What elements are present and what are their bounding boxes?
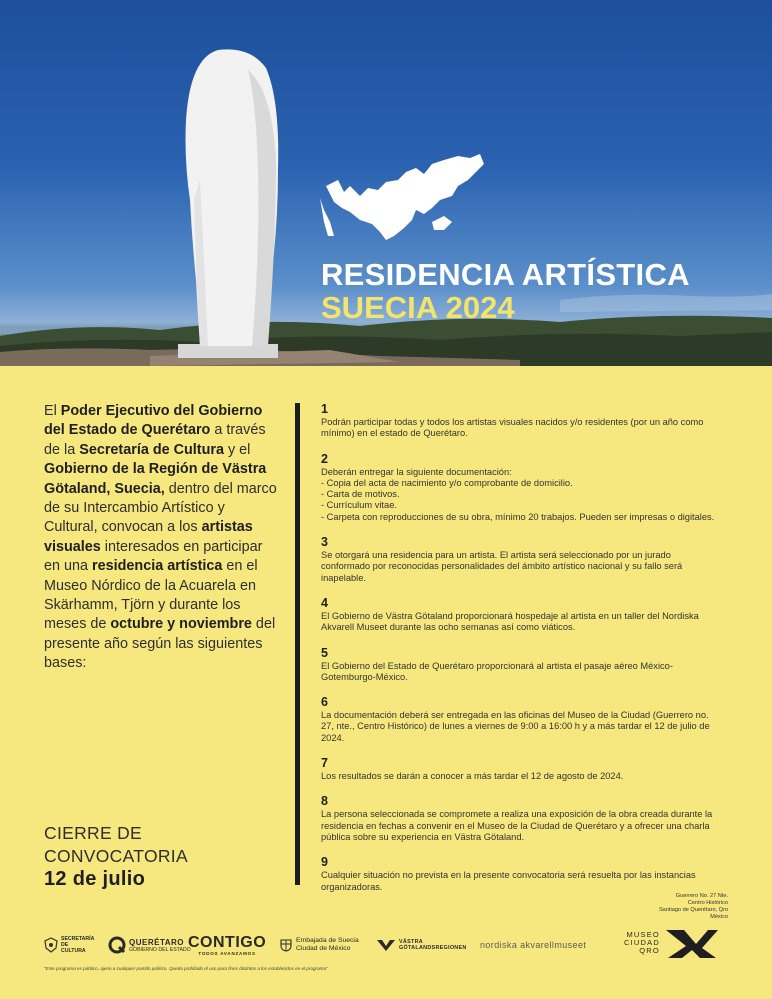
base-number: 5	[321, 645, 328, 660]
logo-nordiska-akvarellmuseet: nordiska akvarellmuseet	[480, 940, 587, 950]
intro-bold: residencia artística	[92, 558, 223, 575]
vastra-v-icon	[376, 938, 396, 952]
base-text: Se otorgará una residencia para un artista. El artista será seleccionado por un jurado conformado por reconocidas personalidades del ámbito artístico nacional y su fallo será inapelable.	[321, 550, 683, 583]
base-item	[321, 794, 721, 843]
base-text: El Gobierno del Estado de Querétaro proporcionará al artista el pasaje aéreo México-Gotemburgo-México.	[321, 660, 673, 682]
intro-text: en el Museo Nórdico de la Acuarela en Skärhamm, Tjörn y durante los meses de	[44, 558, 258, 633]
base-text: El Gobierno de Västra Götaland proporcionará hospedaje al artista en un taller del Nordiska Akvarell Museet durante las ocho semanas así como viáticos.	[321, 610, 699, 633]
base-text: Deberán entregar la siguiente documentación: - Copia del acta de nacimiento y/o comprobante de domicilio. - Carta de motivos. - Currículum vitae. - Carpeta con reproducciones de su obra, mínimo 20 trabajos. Pueden ser impresas o digitales.	[321, 466, 715, 522]
base-text: Podrán participar todas y todos los artistas visuales nacidos y/o residentes (por un año como mínimo) en el estado de Querétaro.	[321, 417, 704, 439]
museo-x-icon	[664, 926, 720, 960]
intro-text: interesados en participar en una	[44, 538, 263, 575]
intro-bold: Gobierno de la Región de Västra Götaland, Suecia,	[44, 461, 267, 497]
base-number: 7	[321, 756, 328, 771]
intro-text: del presente año según las siguientes bases:	[44, 616, 276, 672]
base-item	[321, 756, 721, 782]
logo-embajada	[280, 927, 359, 963]
base-item	[321, 535, 721, 584]
logo-cultura-text: SECRETARÍA DE CULTURA	[61, 936, 95, 954]
crest-icon	[44, 937, 58, 953]
intro-bold: artistas visuales	[44, 519, 253, 555]
intro-text: a través de la	[44, 422, 266, 458]
logo-museo-ciudad	[624, 923, 720, 963]
museum-address: Guerrero No. 27 Nte. Centro Histórico Santiago de Querétaro, Qro México	[658, 893, 728, 920]
legal-footnote: "Este programa es público, ajeno a cualquier partido político. Queda prohibido el uso para fines distintos a los establecidos en el programa"	[44, 966, 328, 971]
logo-strip	[44, 927, 744, 963]
base-number: 9	[321, 855, 328, 870]
deadline-line-1: CIERRE DE	[44, 823, 142, 843]
logo-vastra-line2: GÖTALANDSREGIONEN	[399, 945, 467, 951]
intro-text: El	[44, 403, 61, 419]
logo-queretaro	[108, 927, 191, 963]
deadline-line-2: CONVOCATORIA	[44, 846, 188, 866]
queretaro-q-icon	[108, 936, 126, 954]
intro-paragraph	[44, 402, 280, 674]
base-item	[321, 695, 721, 744]
vertical-divider	[295, 403, 300, 885]
base-number: 6	[321, 695, 328, 710]
logo-queretaro-text: QUERÉTARO	[129, 937, 185, 947]
base-number: 3	[321, 535, 328, 550]
base-item	[321, 452, 721, 523]
base-text: Cualquier situación no prevista en la presente convocatoria será resuelta por las instancias organizadoras.	[321, 870, 696, 892]
deadline-date: 12 de julio	[44, 868, 146, 890]
logo-contigo-tag: TODOS AVANZAMOS	[198, 950, 256, 956]
intro-bold: Secretaría de Cultura	[79, 441, 224, 458]
logo-embajada-line1: Embajada de Suecia	[296, 937, 359, 944]
logo-embajada-line2: Ciudad de México	[296, 945, 351, 952]
logo-secretaria-cultura	[44, 927, 95, 963]
intro-bold: Poder Ejecutivo del Gobierno del Estado de Querétaro	[44, 403, 263, 439]
logo-contigo-text: CONTIGO	[188, 933, 267, 951]
base-item	[321, 596, 721, 634]
hero-subtitle: SUECIA 2024	[321, 290, 515, 325]
base-text: Los resultados se darán a conocer a más tardar el 12 de agosto de 2024.	[321, 771, 624, 782]
logo-museo-line3: QRO	[639, 946, 660, 956]
hero-title: RESIDENCIA ARTÍSTICA	[321, 257, 690, 292]
base-number: 4	[321, 595, 328, 610]
logo-queretaro-sub: GOBIERNO DEL ESTADO	[129, 946, 191, 953]
logo-vastra-line1: VÄSTRA	[399, 938, 423, 945]
base-number: 8	[321, 794, 328, 809]
logo-museo-line1: MUSEO	[626, 929, 660, 939]
base-item	[321, 855, 721, 893]
base-number: 1	[321, 402, 328, 416]
base-text: La documentación deberá ser entregada en las oficinas del Museo de la Ciudad (Guerrero no. 27, nte., Centro Histórico) de lunes a viernes de 9:00 a 16:00 h y a más tardar el 12 de julio de 2024.	[321, 710, 710, 743]
base-item	[321, 402, 721, 440]
hero-banner	[0, 0, 772, 366]
base-number: 2	[321, 451, 328, 466]
intro-text: dentro del marco de su Intercambio Artístico y Cultural, convocan a los	[44, 480, 277, 536]
intro-text: y el	[223, 441, 251, 458]
logo-museo-line2: CIUDAD	[624, 937, 660, 947]
logo-contigo	[188, 927, 266, 963]
base-item	[321, 646, 721, 684]
world-map-icon	[320, 150, 490, 240]
logo-vastra-gotaland	[376, 927, 467, 963]
sweden-crest-icon	[280, 938, 292, 952]
bases-list	[321, 402, 721, 905]
intro-bold: octubre y noviembre	[110, 616, 252, 633]
deadline-block	[44, 822, 188, 891]
base-text: La persona seleccionada se compromete a realiza una exposición de la obra creada durante la residencia en fechas a convenir en el Museo de la Ciudad de Querétaro y a ofrecer una charla pública sobre su experiencia en Västra Götaland.	[321, 809, 713, 842]
